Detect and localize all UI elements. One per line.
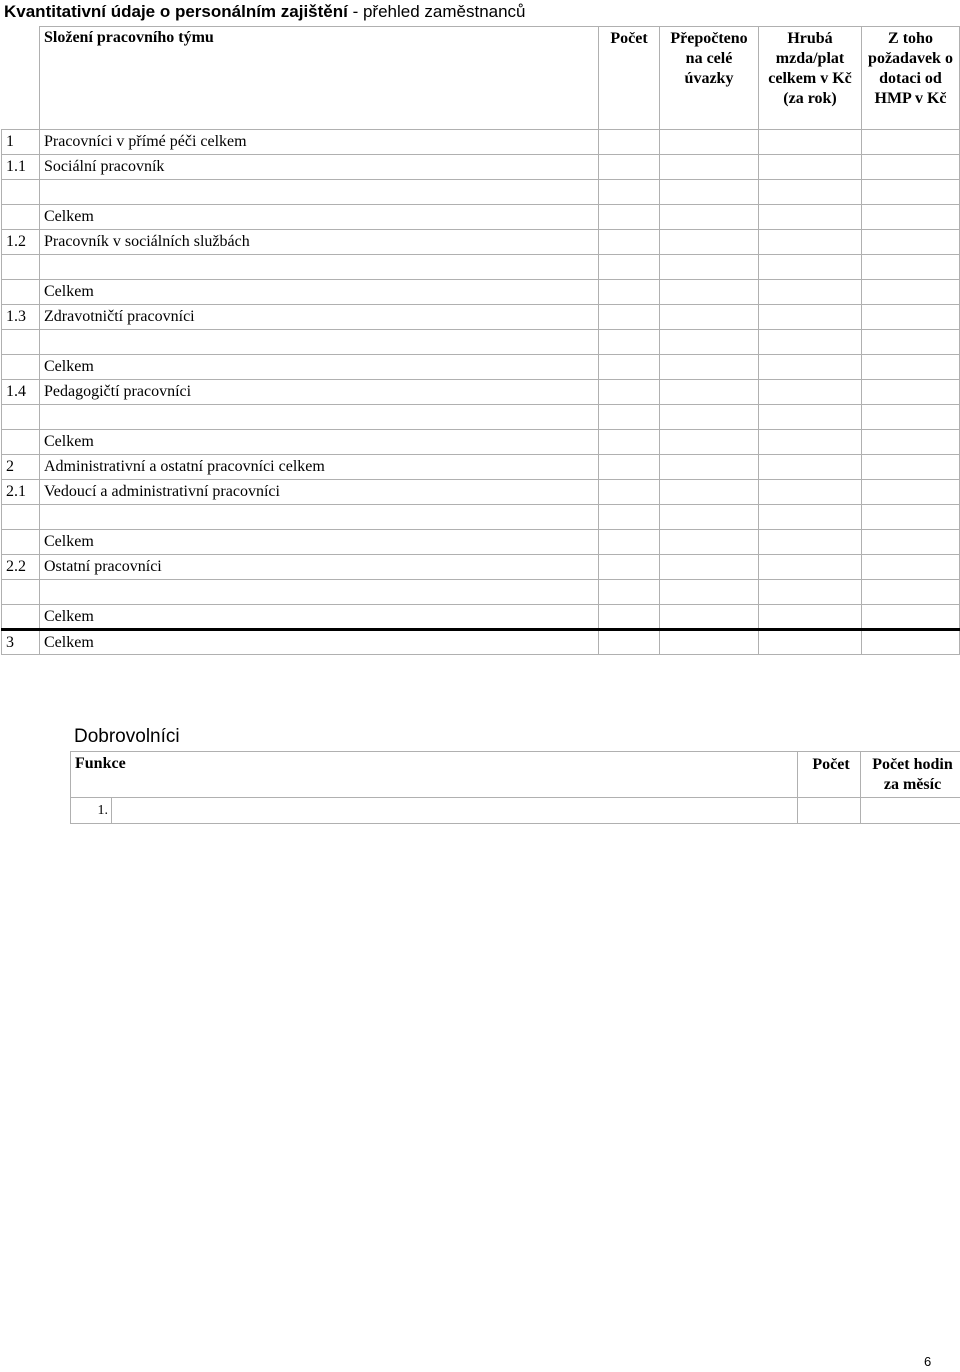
table-row — [2, 205, 960, 230]
row-label: Vedoucí a administrativní pracovníci — [40, 480, 599, 505]
table-row — [2, 305, 960, 330]
volunteers-header-row — [71, 752, 960, 798]
fte-cell[interactable] — [660, 330, 759, 355]
row-label[interactable] — [40, 580, 599, 605]
fte-cell[interactable] — [660, 555, 759, 580]
gross-wage-cell[interactable] — [759, 355, 862, 380]
row-number — [2, 205, 40, 230]
row-label: Pracovník v sociálních službách — [40, 230, 599, 255]
header-fte: Přepočteno na celé úvazky — [660, 27, 759, 130]
table-row — [2, 555, 960, 580]
table-row — [2, 455, 960, 480]
count-cell[interactable] — [599, 180, 660, 205]
row-label: Celkem — [40, 630, 599, 655]
row-number: 1.4 — [2, 380, 40, 405]
fte-cell[interactable] — [660, 380, 759, 405]
hmp-request-cell[interactable] — [862, 255, 960, 280]
row-number: 1.3 — [2, 305, 40, 330]
count-cell[interactable] — [599, 530, 660, 555]
header-hours: Počet hodin za měsíc — [861, 752, 960, 798]
row-label[interactable] — [40, 330, 599, 355]
hmp-request-cell[interactable] — [862, 330, 960, 355]
row-number — [2, 605, 40, 630]
row-label: Pracovníci v přímé péči celkem — [40, 130, 599, 155]
gross-wage-cell[interactable] — [759, 130, 862, 155]
row-number — [2, 355, 40, 380]
hours-cell[interactable] — [861, 798, 960, 824]
count-cell[interactable] — [599, 205, 660, 230]
page-title-bold: Kvantitativní údaje o personálním zajištění — [4, 2, 348, 21]
hmp-request-cell[interactable] — [862, 230, 960, 255]
gross-wage-cell[interactable] — [759, 230, 862, 255]
hmp-request-cell[interactable] — [862, 530, 960, 555]
row-total-label: Celkem — [40, 530, 599, 555]
fte-cell[interactable] — [660, 180, 759, 205]
count-cell[interactable] — [599, 280, 660, 305]
count-cell[interactable] — [599, 555, 660, 580]
gross-wage-cell[interactable] — [759, 305, 862, 330]
row-number: 1.2 — [2, 230, 40, 255]
count-cell[interactable] — [599, 605, 660, 630]
table-row — [2, 430, 960, 455]
fte-cell[interactable] — [660, 530, 759, 555]
hmp-request-cell[interactable] — [862, 405, 960, 430]
gross-wage-cell[interactable] — [759, 605, 862, 630]
row-number[interactable] — [2, 580, 40, 605]
table-row — [2, 180, 960, 205]
row-number: 2.2 — [2, 555, 40, 580]
table-row — [71, 798, 960, 824]
gross-wage-cell[interactable] — [759, 180, 862, 205]
count-cell[interactable] — [599, 405, 660, 430]
gross-wage-cell[interactable] — [759, 630, 862, 655]
header-hmp-request: Z toho požadavek o dotaci od HMP v Kč — [862, 27, 960, 130]
row-total-label: Celkem — [40, 430, 599, 455]
count-cell[interactable] — [599, 455, 660, 480]
header-count: Počet — [599, 27, 660, 130]
fte-cell[interactable] — [660, 580, 759, 605]
count-cell[interactable] — [599, 380, 660, 405]
fte-cell[interactable] — [660, 230, 759, 255]
fte-cell[interactable] — [660, 455, 759, 480]
hmp-request-cell[interactable] — [862, 505, 960, 530]
gross-wage-cell[interactable] — [759, 505, 862, 530]
fte-cell[interactable] — [660, 130, 759, 155]
header-count: Počet — [798, 752, 861, 798]
hmp-request-cell[interactable] — [862, 555, 960, 580]
row-number: 1.1 — [2, 155, 40, 180]
table-row — [2, 255, 960, 280]
row-label[interactable] — [40, 405, 599, 430]
gross-wage-cell[interactable] — [759, 255, 862, 280]
row-number[interactable] — [2, 505, 40, 530]
gross-wage-cell[interactable] — [759, 555, 862, 580]
fte-cell[interactable] — [660, 355, 759, 380]
page-title — [4, 0, 956, 26]
gross-wage-cell[interactable] — [759, 580, 862, 605]
row-number — [2, 530, 40, 555]
row-number — [2, 430, 40, 455]
hmp-request-cell[interactable] — [862, 355, 960, 380]
fte-cell[interactable] — [660, 630, 759, 655]
page-number: 6 — [924, 1354, 932, 1369]
gross-wage-cell[interactable] — [759, 480, 862, 505]
row-label[interactable] — [40, 505, 599, 530]
staff-table — [1, 26, 960, 655]
row-total-label: Celkem — [40, 205, 599, 230]
table-row — [2, 280, 960, 305]
row-number[interactable] — [2, 255, 40, 280]
fte-cell[interactable] — [660, 405, 759, 430]
fte-cell[interactable] — [660, 280, 759, 305]
staff-header-row — [2, 27, 960, 130]
count-cell[interactable] — [599, 580, 660, 605]
hmp-request-cell[interactable] — [862, 480, 960, 505]
page-title-rest: - přehled zaměstnanců — [347, 2, 526, 21]
hmp-request-cell[interactable] — [862, 630, 960, 655]
row-number: 2 — [2, 455, 40, 480]
table-row — [2, 130, 960, 155]
hmp-request-cell[interactable] — [862, 430, 960, 455]
count-cell[interactable] — [798, 798, 861, 824]
gross-wage-cell[interactable] — [759, 380, 862, 405]
gross-wage-cell[interactable] — [759, 155, 862, 180]
row-number: 1. — [71, 798, 112, 824]
gross-wage-cell[interactable] — [759, 205, 862, 230]
count-cell[interactable] — [599, 430, 660, 455]
count-cell[interactable] — [599, 330, 660, 355]
header-function: Funkce — [71, 752, 798, 798]
header-composition: Složení pracovního týmu — [40, 27, 599, 130]
gross-wage-cell[interactable] — [759, 455, 862, 480]
table-row — [2, 405, 960, 430]
fte-cell[interactable] — [660, 605, 759, 630]
count-cell[interactable] — [599, 130, 660, 155]
hmp-request-cell[interactable] — [862, 455, 960, 480]
table-row — [2, 605, 960, 630]
gross-wage-cell[interactable] — [759, 530, 862, 555]
row-label: Administrativní a ostatní pracovníci celkem — [40, 455, 599, 480]
hmp-request-cell[interactable] — [862, 605, 960, 630]
table-row — [2, 580, 960, 605]
gross-wage-cell[interactable] — [759, 280, 862, 305]
header-gross-wage: Hrubá mzda/plat celkem v Kč (za rok) — [759, 27, 862, 130]
volunteers-title: Dobrovolníci — [74, 726, 180, 747]
hmp-request-cell[interactable] — [862, 155, 960, 180]
row-total-label: Celkem — [40, 605, 599, 630]
gross-wage-cell[interactable] — [759, 430, 862, 455]
table-row-grand-total — [2, 630, 960, 655]
function-cell[interactable] — [112, 798, 798, 824]
table-row — [2, 330, 960, 355]
hmp-request-cell[interactable] — [862, 305, 960, 330]
count-cell[interactable] — [599, 505, 660, 530]
table-row — [2, 230, 960, 255]
hmp-request-cell[interactable] — [862, 130, 960, 155]
count-cell[interactable] — [599, 155, 660, 180]
table-row — [2, 530, 960, 555]
fte-cell[interactable] — [660, 255, 759, 280]
table-row — [2, 505, 960, 530]
count-cell[interactable] — [599, 305, 660, 330]
row-label[interactable] — [40, 180, 599, 205]
row-label[interactable] — [40, 255, 599, 280]
row-number — [2, 280, 40, 305]
hmp-request-cell[interactable] — [862, 180, 960, 205]
count-cell[interactable] — [599, 630, 660, 655]
hmp-request-cell[interactable] — [862, 205, 960, 230]
count-cell[interactable] — [599, 255, 660, 280]
table-row — [2, 480, 960, 505]
row-label: Zdravotničtí pracovníci — [40, 305, 599, 330]
hmp-request-cell[interactable] — [862, 380, 960, 405]
count-cell[interactable] — [599, 230, 660, 255]
row-total-label: Celkem — [40, 355, 599, 380]
row-total-label: Celkem — [40, 280, 599, 305]
row-number: 1 — [2, 130, 40, 155]
fte-cell[interactable] — [660, 505, 759, 530]
row-number[interactable] — [2, 405, 40, 430]
volunteers-table — [70, 751, 960, 824]
row-number: 2.1 — [2, 480, 40, 505]
table-row — [2, 355, 960, 380]
row-label: Pedagogičtí pracovníci — [40, 380, 599, 405]
row-label: Ostatní pracovníci — [40, 555, 599, 580]
fte-cell[interactable] — [660, 155, 759, 180]
row-number[interactable] — [2, 330, 40, 355]
hmp-request-cell[interactable] — [862, 580, 960, 605]
count-cell[interactable] — [599, 355, 660, 380]
fte-cell[interactable] — [660, 305, 759, 330]
gross-wage-cell[interactable] — [759, 405, 862, 430]
hmp-request-cell[interactable] — [862, 280, 960, 305]
row-number[interactable] — [2, 180, 40, 205]
table-row — [2, 155, 960, 180]
count-cell[interactable] — [599, 480, 660, 505]
fte-cell[interactable] — [660, 480, 759, 505]
fte-cell[interactable] — [660, 205, 759, 230]
row-label: Sociální pracovník — [40, 155, 599, 180]
gross-wage-cell[interactable] — [759, 330, 862, 355]
row-number: 3 — [2, 630, 40, 655]
table-row — [2, 380, 960, 405]
fte-cell[interactable] — [660, 430, 759, 455]
